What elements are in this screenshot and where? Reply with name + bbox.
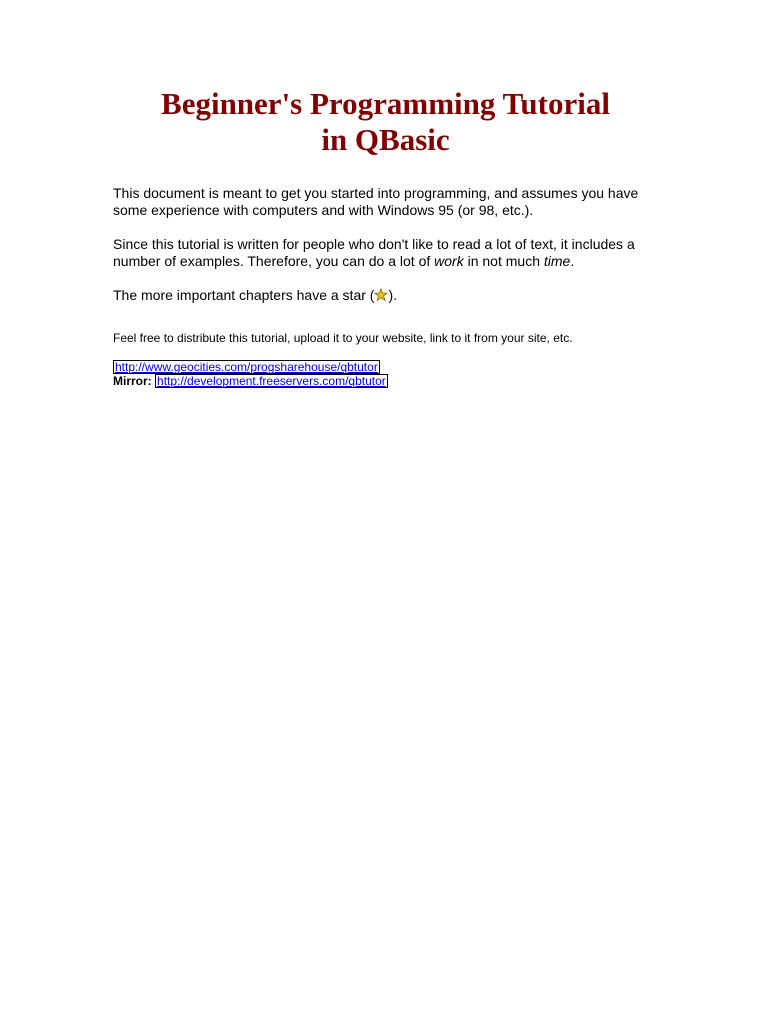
mirror-label: Mirror: <box>113 374 152 388</box>
links-section <box>113 360 658 388</box>
intro-paragraph-2 <box>113 236 658 270</box>
mirror-link-row <box>113 374 658 388</box>
star-icon <box>374 288 388 302</box>
title-line-1: Beginner's Programming Tutorial <box>161 86 610 121</box>
star-note-paragraph <box>113 287 658 304</box>
intro-text-c: . <box>570 253 575 269</box>
primary-link-row <box>113 360 658 374</box>
intro-text-b: in not much <box>463 253 544 269</box>
mirror-link[interactable]: http://development.freeservers.com/qbtutor <box>157 374 386 388</box>
title-line-2: in QBasic <box>321 122 450 157</box>
page-title <box>113 86 658 158</box>
work-emphasis: work <box>434 253 464 269</box>
distribution-note: Feel free to distribute this tutorial, upload it to your website, link to it from your site, etc. <box>113 331 573 345</box>
intro-text-a: Since this tutorial is written for people who don't like to read a lot of text, it includes a number of examples. Therefore, you can do a lot of <box>113 236 635 269</box>
star-note-close: ). <box>388 287 398 303</box>
intro-paragraph-1: This document is meant to get you started into programming, and assumes you have some experience with computers and with Windows 95 (or 98, etc.). <box>113 185 639 218</box>
time-emphasis: time <box>543 253 571 269</box>
primary-link[interactable]: http://www.geocities.com/progsharehouse/qbtutor <box>115 360 378 374</box>
document-page <box>113 86 658 388</box>
star-shape <box>375 289 387 301</box>
star-note-text: The more important chapters have a star ( <box>113 287 375 303</box>
